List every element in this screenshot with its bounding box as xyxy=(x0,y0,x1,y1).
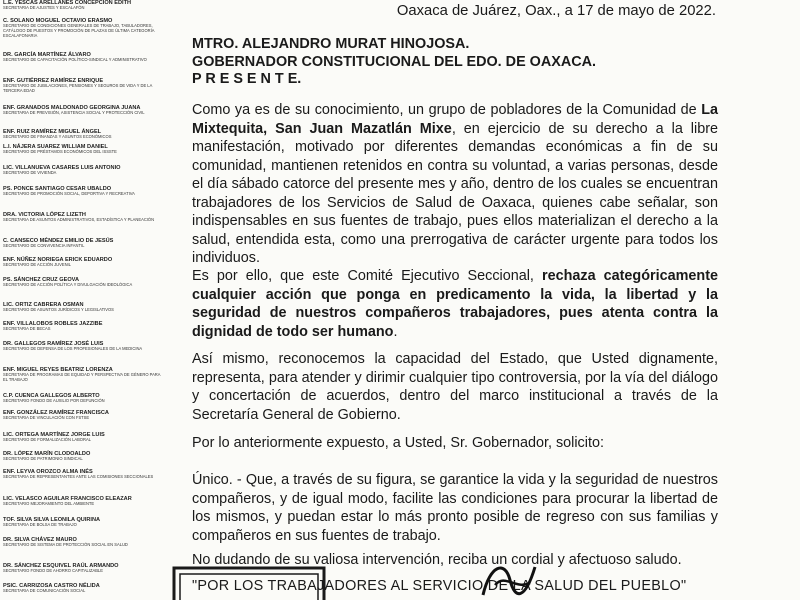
member-name: ENF. GUTIÉRREZ RAMÍREZ ENRIQUE xyxy=(3,78,104,84)
member-position: SECRETARIO DE ASUNTOS JURÍDICOS Y LEGISLATIVOS xyxy=(3,307,114,313)
committee-member xyxy=(3,563,166,574)
member-position: SECRETARIO DE PRÉSTAMOS ECONÓMICOS DEL ISSSTE xyxy=(3,149,117,155)
member-name: ENF. VILLALOBOS ROBLES JAZZIBE xyxy=(3,321,103,327)
committee-member xyxy=(3,496,166,507)
paragraph-1 xyxy=(192,101,718,268)
committee-member xyxy=(3,0,166,11)
member-position: SECRETARIA DE PROGRAMAS DE EQUIDAD Y PERSPECTIVA DE GÉNERO PARA EL TRABAJO xyxy=(3,372,161,383)
member-name: ENF. NÚÑEZ NORIEGA ERICK EDUARDO xyxy=(3,257,113,263)
committee-member xyxy=(3,18,166,39)
member-position: SECRETARIO DE CAPACITACIÓN POLÍTICO-SINDICAL Y ADMINISTRATIVO xyxy=(3,57,147,63)
paragraph-2-emphasis: rechaza categóricamente cualquier acción que ponga en predicamento la vida, la libertad y la seguridad de nuestros compañeros trabajadores, pues atenta contra la dignidad de todo ser humano xyxy=(192,268,718,340)
member-name: L.E. YESCAS ARELLANES CONCEPCIÓN EDITH xyxy=(3,0,132,6)
member-position: SECRETARIO DE CONVIVENCIA INFANTIL xyxy=(3,243,85,249)
member-name: ENF. LEYVA OROZCO ALMA INÉS xyxy=(3,469,93,475)
member-name: TOF. SILVA SILVA LEONILA QUIRINA xyxy=(3,517,101,523)
member-position: SECRETARIA DE REPRESENTANTES ANTE LAS COMISIONES SECCIONALES xyxy=(3,474,154,480)
member-position: SECRETARIA DE BECAS xyxy=(3,326,51,332)
member-name: DRA. VICTORIA LÓPEZ LIZETH xyxy=(3,212,86,218)
committee-member xyxy=(3,469,166,480)
member-position: SECRETARIO DE FINANZAS Y ASUNTOS ECONÓMICOS xyxy=(3,134,112,140)
member-position: SECRETARIO DE PROMOCIÓN SOCIAL, DEPORTIVA Y RECREATIVA xyxy=(3,191,135,197)
recipient-name: MTRO. ALEJANDRO MURAT HINOJOSA. xyxy=(192,36,470,52)
member-name: LIC. VELASCO AGUILAR FRANCISCO ELEAZAR xyxy=(3,496,132,502)
member-name: C. SOLANO MOGUEL OCTAVIO ERASMO xyxy=(3,18,113,24)
member-position: SECRETARIO FONDO DE AHORRO CAPITALIZABLE xyxy=(3,568,103,574)
member-position: SECRETARIO DE JUBILACIONES, PENSIONES Y SEGUROS DE VIDA Y DE LA TERCERA EDAD xyxy=(3,83,153,94)
member-name: ENF. MIGUEL REYES BEATRIZ LORENZA xyxy=(3,367,113,373)
committee-member xyxy=(3,238,166,249)
paragraph-1-text-c: , en ejercicio de su derecho a la libre manifestación, motivado por diferentes demandas económicas a fin de su comunidad, mantienen retenidos en contra su voluntad, a varias personas, desde el día sábado catorce del presente mes y año, dentro de los cuales se encuentran trabajadores de los Servicios de Salud de Oaxaca, quienes cabe señalar, son indispensables en sus fuentes de trabajo, pues ellos materializan el derecho a la salud, entendida esta, como una prerrogativa de carácter urgente para todos los individuos. xyxy=(192,120,718,266)
letter-date: Oaxaca de Juárez, Oax., a 17 de mayo de 2022. xyxy=(396,3,716,19)
paragraph-5: Único. - Que, a través de su figura, se garantice la vida y la seguridad de nuestros compañeros, y de igual modo, facilite las condiciones para procurar la libertad de los mismos, y puedan estar lo más pronto posible de regreso con sus familias y compañeros en sus fuentes de trabajo. xyxy=(192,472,718,544)
member-name: DR. SÁNCHEZ ESQUIVEL RAÚL ARMANDO xyxy=(3,563,119,569)
member-name: PSIC. CARRIZOSA CASTRO NÉLIDA xyxy=(3,583,100,589)
committee-member xyxy=(3,302,166,313)
committee-member xyxy=(3,321,166,332)
paragraph-2-text-a: Es por ello, que este Comité Ejecutivo Seccional, xyxy=(192,268,542,284)
member-name: DR. GARCÍA MARTÍNEZ ÁLVARO xyxy=(3,52,91,58)
member-name: DR. GALLEGOS RAMÍREZ JOSÉ LUIS xyxy=(3,341,104,347)
member-name: LIC. ORTEGA MARTÍNEZ JORGE LUIS xyxy=(3,432,105,438)
member-position: SECRETARIO DE SISTEMA DE PROTECCIÓN SOCIAL EN SALUD xyxy=(3,542,128,548)
committee-member xyxy=(3,451,166,462)
committee-member xyxy=(3,341,166,352)
member-position: SECRETARIO DE FORMALIZACIÓN LABORAL xyxy=(3,437,91,443)
community-name: La Mixtequita, San Juan Mazatlán Mixe xyxy=(192,102,718,137)
closing-remark: No dudando de su valiosa intervención, reciba un cordial y afectuoso saludo. xyxy=(192,552,682,568)
letter-body xyxy=(192,0,720,600)
executive-committee-sidebar xyxy=(0,0,166,600)
committee-member xyxy=(3,537,166,548)
member-position: SECRETARIA DE ASUNTOS ADMINISTRATIVOS, ESTADÍSTICA Y PLANEACIÓN xyxy=(3,217,155,223)
member-name: L.I. NÁJERA SUAREZ WILLIAM DANIEL xyxy=(3,144,108,150)
member-position: SECRETARIA DE AJUSTES Y ESCALAFÓN xyxy=(3,5,85,11)
committee-member xyxy=(3,212,166,223)
member-name: DR. LÓPEZ MARÍN CLODOALDO xyxy=(3,451,91,457)
committee-member xyxy=(3,165,166,176)
member-position: SECRETARIA DE BOLSA DE TRABAJO xyxy=(3,522,77,528)
signature-motto: "POR LOS TRABAJADORES AL SERVICIO DE LA SALUD DEL PUEBLO" xyxy=(192,578,687,594)
member-name: C. CANSECO MÉNDEZ EMILIO DE JESÚS xyxy=(3,238,114,244)
member-name: C.P. CUENCA GALLEGOS ALBERTO xyxy=(3,393,100,399)
committee-member xyxy=(3,186,166,197)
member-name: PS. PONCE SANTIAGO CESAR UBALDO xyxy=(3,186,112,192)
committee-member xyxy=(3,144,166,155)
paragraph-4: Por lo anteriormente expuesto, a Usted, Sr. Gobernador, solicito: xyxy=(192,435,604,451)
committee-member xyxy=(3,105,166,116)
member-position: SECRETARIA DE PREVISIÓN, ASISTENCIA SOCIAL Y PROTECCIÓN CIVIL xyxy=(3,110,145,116)
union-stamp-icon xyxy=(172,560,342,600)
member-name: ENF. RUIZ RAMÍREZ MIGUEL ÁNGEL xyxy=(3,129,102,135)
committee-member xyxy=(3,52,166,63)
committee-member xyxy=(3,257,166,268)
recipient-block xyxy=(192,36,596,89)
member-name: LIC. ORTIZ CABRERA OSMAN xyxy=(3,302,84,308)
member-position: SECRETARIA DE VINCULACIÓN CON FSTSE xyxy=(3,415,90,421)
committee-member xyxy=(3,410,166,421)
committee-member xyxy=(3,277,166,288)
member-position: SECRETARIO DE ACCIÓN POLÍTICA Y DIVULGACIÓN IDEOLÓGICA xyxy=(3,282,133,288)
member-position: SECRETARIO DE ACCIÓN JUVENIL xyxy=(3,262,71,268)
member-position: SECRETARIO DE DEFENSA DE LOS PROFESIONALES DE LA MEDICINA xyxy=(3,346,143,352)
member-name: LIC. VILLANUEVA CASARES LUIS ANTONIO xyxy=(3,165,121,171)
committee-member xyxy=(3,367,166,383)
committee-member xyxy=(3,517,166,528)
member-name: DR. SILVA CHÁVEZ MAURO xyxy=(3,537,77,543)
member-position: SECRETARIO MEJORAMIENTO DEL AMBIENTE xyxy=(3,501,95,507)
committee-member xyxy=(3,129,166,140)
handwritten-signature-icon xyxy=(475,555,545,600)
salutation: P R E S E N T E. xyxy=(192,71,302,87)
committee-member xyxy=(3,78,166,94)
member-position: SECRETARIA DE COMUNICACIÓN SOCIAL xyxy=(3,588,86,594)
recipient-title: GOBERNADOR CONSTITUCIONAL DEL EDO. DE OAXACA. xyxy=(192,53,597,70)
committee-member xyxy=(3,583,166,594)
paragraph-1-text-a: Como ya es de su conocimiento, un grupo de pobladores de la Comunidad de xyxy=(192,102,702,118)
member-name: ENF. GONZÁLEZ RAMÍREZ FRANCISCA xyxy=(3,410,109,416)
committee-member xyxy=(3,393,166,404)
member-position: SECRETARIO DE VIVIENDA xyxy=(3,170,57,176)
paragraph-2-text-c: . xyxy=(393,323,398,340)
member-position: SECRETARIO FONDO DE AUXILIO POR DEFUNCIÓN xyxy=(3,398,105,404)
member-name: ENF. GRANADOS MALDONADO GEORGINA JUANA xyxy=(3,105,141,111)
member-position: SECRETARIO DE PATRIMONIO SINDICAL xyxy=(3,456,83,462)
committee-member xyxy=(3,432,166,443)
member-position: SECRETARIO DE CONDICIONES GENERALES DE TRABAJO, TABULADORES, CATÁLOGO DE PUESTOS Y PROMOCIÓN DE PLAZAS DE ÚLTIMA CATEGORÍA ESCALAFONARIA xyxy=(3,23,155,39)
member-name: PS. SÁNCHEZ CRUZ GEOVA xyxy=(3,277,80,283)
paragraph-2 xyxy=(192,267,718,341)
paragraph-3: Así mismo, reconocemos la capacidad del Estado, que Usted dignamente, representa, para atender y dirimir cualquier tipo controversia, por la vía del diálogo y concertación de acuerdos, dentro del marco institucional a través de la Secretaría General de Gobierno. xyxy=(192,351,718,423)
